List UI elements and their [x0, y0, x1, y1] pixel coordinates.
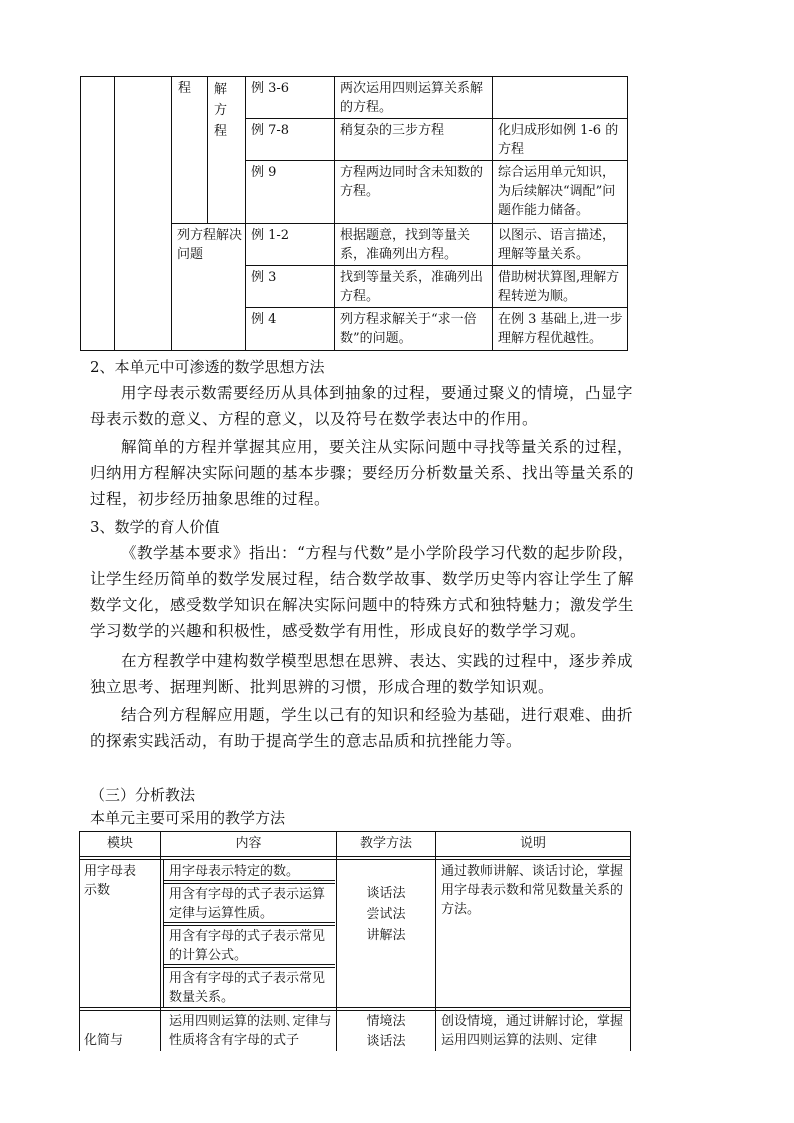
method-cell: 情境法 谈话法 [366, 1014, 406, 1049]
table-cell: 两次运用四则运算关系解的方程。 [340, 81, 484, 115]
row-divider [163, 967, 335, 968]
content-cell: 用字母表示特定的数。 [169, 864, 300, 879]
content-cell: 用含有字母的式子表示运算定律与运算性质。 [169, 887, 326, 921]
col-line [171, 76, 172, 351]
row-divider [163, 883, 335, 884]
paragraph: 在方程教学中建构数学模型思想在思辨、表达、实践的过程中，逐步养成独立思考、据理判断、批判思辨的习惯，形成合理的数学知识观。 [90, 652, 634, 696]
paragraph: 用字母表示数需要经历从具体到抽象的过程，要通过聚义的情境，凸显字母表示数的意义、方程的意义，以及符号在数学表达中的作用。 [90, 384, 634, 428]
module-cell: 用字母表示数 [84, 864, 137, 898]
header-divider [79, 859, 631, 860]
table-cell: 找到等量关系，准确列出方程。 [340, 270, 484, 304]
col-line [492, 76, 493, 351]
col-line [80, 76, 81, 351]
section-heading: 2、本单元中可渗透的数学思想方法 [90, 358, 325, 376]
table-border-bottom [80, 350, 627, 351]
table-cell: 例 9 [251, 165, 277, 180]
column-header: 模块 [106, 836, 133, 851]
table-cell: 方程两边同时含未知数的方程。 [340, 165, 484, 199]
row-divider [245, 307, 627, 308]
table-cell: 解方程 [214, 82, 228, 139]
group-divider [79, 1007, 631, 1008]
table-cell: 例 1-2 [251, 228, 290, 243]
method-cell: 谈话法 尝试法 讲解法 [366, 886, 406, 943]
table-cell: 在例 3 基础上,进一步理解方程优越性。 [498, 312, 623, 346]
section-heading: （三）分析教法 [90, 786, 196, 804]
row-divider [245, 265, 627, 266]
table-cell: 根据题意，找到等量关系，准确列出方程。 [340, 228, 471, 262]
table-cell: 综合运用单元知识，为后续解决“调配”问题作能力储备。 [498, 165, 616, 218]
col-line [207, 76, 208, 224]
column-header: 教学方法 [359, 836, 412, 851]
column-header: 说明 [519, 836, 546, 851]
paragraph: 《教学基本要求》指出：“方程与代数”是小学阶段学习代数的起步阶段，让学生经历简单的数学发展过程，结合数学故事、数学历史等内容让学生了解数学文化，感受数学知识在解决实际问题中的特殊方式和独特魅力；激发学生学习数学的兴趣和积极性，感受数学有用性，形成良好的数学学习观。 [90, 544, 635, 640]
col-line [79, 831, 80, 1051]
col-line [627, 76, 628, 351]
col-line [245, 76, 246, 351]
col-line [160, 831, 161, 1051]
table-caption: 本单元主要可采用的教学方法 [90, 809, 286, 827]
col-line [334, 76, 335, 351]
col-line [435, 831, 436, 1051]
table-cell: 例 7-8 [251, 123, 290, 138]
row-divider [245, 118, 627, 119]
content-cell: 用含有字母的式子表示常见的计算公式。 [169, 929, 326, 963]
table-cell: 稍复杂的三步方程 [340, 123, 445, 138]
column-header: 内容 [235, 836, 262, 851]
header-divider [79, 856, 631, 857]
paragraph: 结合列方程解应用题，学生以己有的知识和经验为基础，进行艰难、曲折的探索实践活动，有助于提高学生的意志品质和抗挫能力等。 [90, 706, 634, 750]
content-cell: 运用四则运算的法则､定律与性质将含有字母的式子 [169, 1014, 332, 1048]
section-heading: 3、数学的育人价值 [90, 518, 220, 536]
table-cell: 列方程解决问题 [177, 228, 243, 262]
table-cell: 例 3-6 [251, 81, 290, 96]
table-border-top [80, 76, 627, 77]
row-divider [245, 160, 627, 161]
table-cell: 列方程求解关于“求一倍数”的问题。 [340, 312, 477, 346]
table-cell: 例 3 [251, 270, 277, 285]
row-divider [171, 223, 627, 224]
note-cell: 通过教师讲解、谈话讨论，掌握用字母表示数和常见数量关系的方法。 [441, 864, 624, 917]
col-line [630, 831, 631, 1051]
col-line [114, 76, 115, 351]
content-cell: 用含有字母的式子表示常见数量关系。 [169, 971, 326, 1005]
note-cell: 创设情境，通过讲解讨论，掌握运用四则运算的法则、定律 [441, 1014, 624, 1048]
col-line [163, 859, 164, 1007]
table-cell: 化归成形如例 1-6 的方程 [498, 123, 619, 157]
table-cell: 例 4 [251, 312, 277, 327]
group-divider [79, 1010, 631, 1011]
table-cell: 程 [178, 81, 192, 96]
paragraph: 解简单的方程并掌握其应用，要关注从实际问题中寻找等量关系的过程，归纳用方程解决实际问题的基本步骤；要经历分析数量关系、找出等量关系的过程，初步经历抽象思维的过程。 [90, 438, 635, 508]
table-cell: 借助树状算图,理解方程转逆为顺。 [498, 270, 620, 304]
table-border-top [79, 831, 631, 832]
table-cell: 以图示、语言描述，理解等量关系。 [498, 228, 616, 262]
module-cell: 化简与 [84, 1033, 124, 1048]
row-divider [163, 925, 335, 926]
